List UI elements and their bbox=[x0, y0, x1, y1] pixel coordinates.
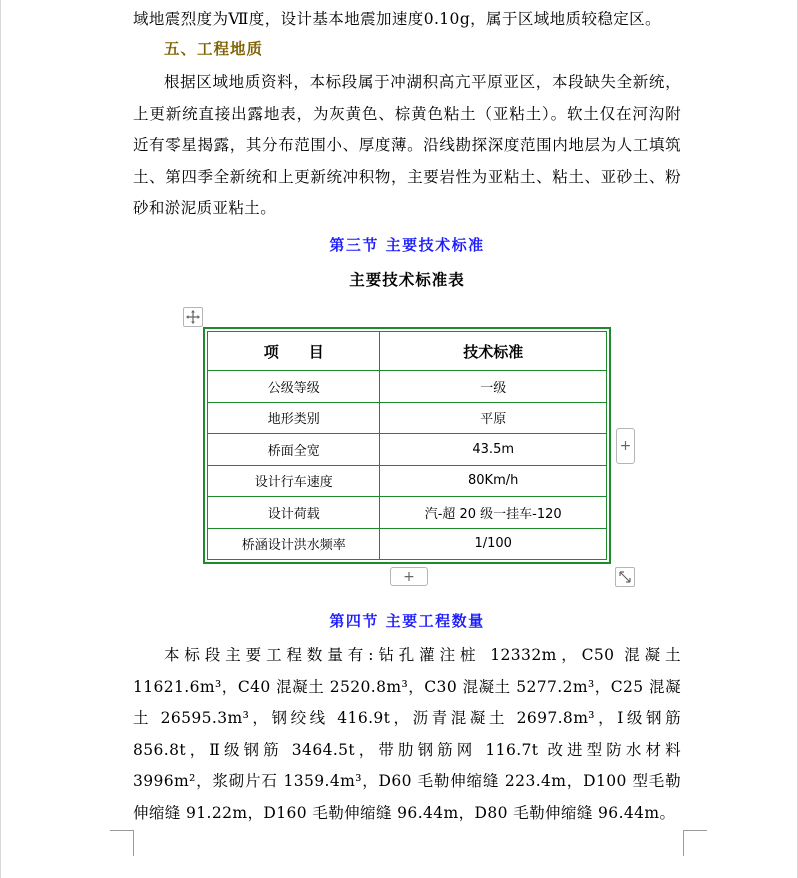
table-move-handle-icon[interactable] bbox=[183, 307, 203, 327]
header-standard[interactable]: 技术标准 bbox=[380, 332, 607, 371]
add-column-button[interactable]: + bbox=[616, 428, 635, 464]
table-cell[interactable]: 设计行车速度 bbox=[208, 465, 380, 497]
geology-paragraph: 根据区域地质资料，本标段属于冲湖积高亢平原亚区，本段缺失全新统，上更新统直接出露地表，为灰黄色、棕黄色粘土（亚粘土）。软土仅在河沟附近有零星揭露，其分布范围小、厚度薄。沿线勘探深度范围内地层为人工填筑土、第四季全新统和上更新统冲积物，主要岩性为亚粘土、粘土、亚砂土、粉砂和淤泥质亚粘土。 bbox=[133, 73, 681, 217]
table-cell[interactable]: 80Km/h bbox=[380, 465, 607, 497]
table-cell[interactable]: 汽-超 20 级一挂车-120 bbox=[380, 497, 607, 529]
top-paragraph-line: 域地震烈度为Ⅶ度，设计基本地震加速度0.10g，属于区域地质较稳定区。 bbox=[133, 10, 661, 28]
add-row-button[interactable]: + bbox=[390, 567, 428, 586]
table-title: 主要技术标准表 bbox=[349, 271, 465, 289]
table-resize-icon[interactable] bbox=[615, 567, 635, 587]
table-cell[interactable]: 桥涵设计洪水频率 bbox=[208, 528, 380, 560]
table-row bbox=[208, 497, 607, 529]
tech-standard-table bbox=[203, 327, 611, 564]
quantities-paragraph: 本标段主要工程数量有:钻孔灌注桩 12332m，C50 混凝土 11621.6m³，C40 混凝土 2520.8m³，C30 混凝土 5277.2m³，C25 混凝土 26595.3m³，钢绞线 416.9t，沥青混凝土 2697.8m³，Ⅰ级钢筋 856.8t，Ⅱ级钢筋 3464.5t，带肋钢筋网 116.7t 改进型防水材料 3996m²，浆砌片石 1359.4m³，D60 毛勒伸缩缝 223.4m，D100 型毛勒伸缩缝 91.22m，D160 毛勒伸缩缝 96.44m，D80 毛勒伸缩缝 96.44m。 bbox=[133, 646, 681, 822]
page-corner-mark-left bbox=[110, 830, 134, 856]
header-item[interactable]: 项 目 bbox=[208, 332, 380, 371]
table-cell[interactable]: 设计荷载 bbox=[208, 497, 380, 529]
geology-heading: 五、工程地质 bbox=[164, 40, 264, 58]
table-row bbox=[208, 402, 607, 434]
table-cell[interactable]: 公级等级 bbox=[208, 371, 380, 403]
table-cell[interactable]: 一级 bbox=[380, 371, 607, 403]
table-row bbox=[208, 465, 607, 497]
table-cell[interactable]: 43.5m bbox=[380, 434, 607, 466]
table-cell[interactable]: 平原 bbox=[380, 402, 607, 434]
section4-title: 第四节 主要工程数量 bbox=[329, 612, 485, 630]
page-corner-mark-right bbox=[683, 830, 707, 856]
table-row bbox=[208, 528, 607, 560]
table-row bbox=[208, 434, 607, 466]
table-cell[interactable]: 桥面全宽 bbox=[208, 434, 380, 466]
section3-title: 第三节 主要技术标准 bbox=[329, 236, 485, 254]
table-cell[interactable]: 地形类别 bbox=[208, 402, 380, 434]
table-row bbox=[208, 371, 607, 403]
page-edge-left bbox=[0, 0, 1, 878]
table-cell[interactable]: 1/100 bbox=[380, 528, 607, 560]
table-header-row bbox=[208, 332, 607, 371]
